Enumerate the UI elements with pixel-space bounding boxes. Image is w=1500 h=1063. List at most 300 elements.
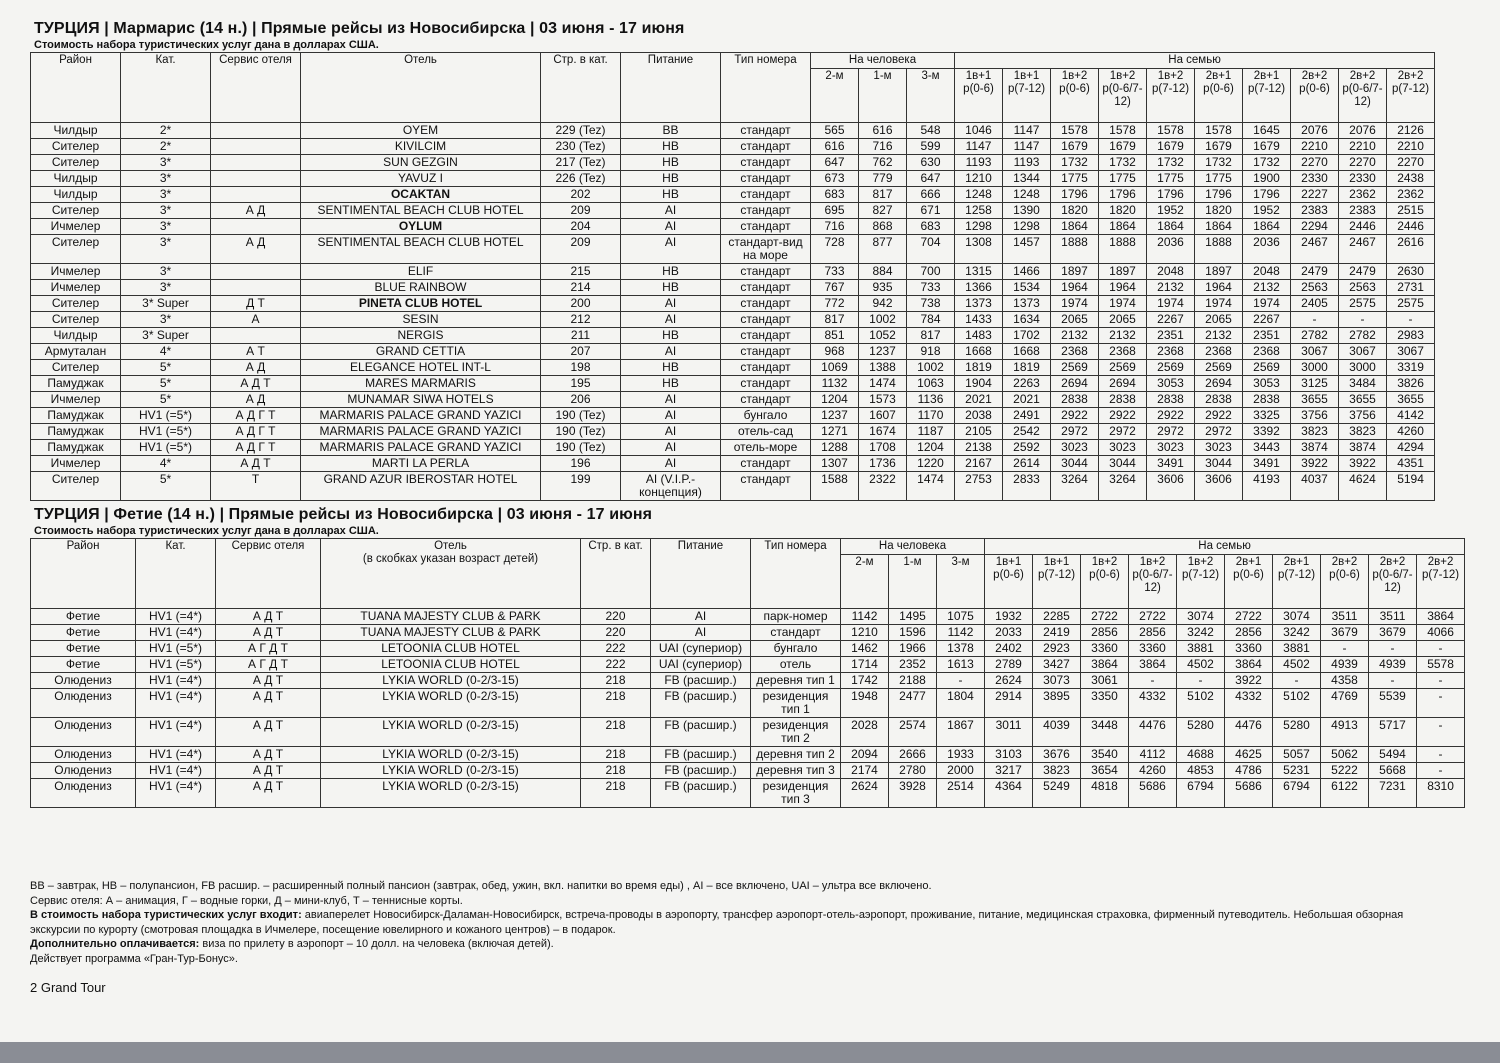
table-row	[31, 779, 1465, 808]
cell-region: Сителер	[31, 139, 121, 155]
cell-service	[211, 171, 301, 187]
table-row	[31, 689, 1465, 718]
cell-price: 3023	[1195, 440, 1243, 456]
cell-price: 1888	[1051, 235, 1099, 264]
cell-service: А Д Т	[216, 779, 321, 808]
cell-price: 3895	[1033, 689, 1081, 718]
cell-price: 733	[907, 280, 955, 296]
cell-region: Фетие	[31, 609, 136, 625]
cell-price: 2368	[1147, 344, 1195, 360]
header-per-person-col: 2-м	[841, 555, 889, 609]
cell-room-type: бунгало	[721, 408, 811, 424]
cell-price: 2402	[985, 641, 1033, 657]
cell-price: 2132	[1099, 328, 1147, 344]
cell-meal: FB (расшир.)	[651, 689, 751, 718]
cell-page: 212	[541, 312, 621, 328]
cell-price: 4502	[1273, 657, 1321, 673]
cell-price: 968	[811, 344, 859, 360]
cell-category: HV1 (=4*)	[136, 673, 216, 689]
cell-price: 1390	[1003, 203, 1051, 219]
header-family-col: 1в+1 р(0-6)	[985, 555, 1033, 609]
cell-price: 1534	[1003, 280, 1051, 296]
cell-price: 3606	[1147, 472, 1195, 501]
cell-price: 1679	[1195, 139, 1243, 155]
cell-price: 4853	[1177, 763, 1225, 779]
table-row	[31, 609, 1465, 625]
cell-price: 3067	[1339, 344, 1387, 360]
cell-price: 4332	[1129, 689, 1177, 718]
cell-price: 2923	[1033, 641, 1081, 657]
cell-hotel: GRAND AZUR IBEROSTAR HOTEL	[301, 472, 541, 501]
cell-price: 716	[811, 219, 859, 235]
cell-room-type: стандарт	[721, 456, 811, 472]
cell-price: 1136	[907, 392, 955, 408]
cell-price: 1864	[1147, 219, 1195, 235]
cell-price: 4351	[1387, 456, 1435, 472]
cell-price: 3023	[1051, 440, 1099, 456]
cell-price: -	[1273, 673, 1321, 689]
cell-service: А Г Д Т	[216, 657, 321, 673]
cell-price: 2514	[937, 779, 985, 808]
cell-price: 1288	[811, 440, 859, 456]
cell-price: 3679	[1369, 625, 1417, 641]
cell-price: 1732	[1051, 155, 1099, 171]
cell-price: 2722	[1081, 609, 1129, 625]
cell-price: 2856	[1225, 625, 1273, 641]
cell-price: 1366	[955, 280, 1003, 296]
cell-price: 630	[907, 155, 955, 171]
cell-price: 3074	[1273, 609, 1321, 625]
cell-region: Памуджак	[31, 440, 121, 456]
cell-category: 3*	[121, 280, 211, 296]
cell-price: 647	[811, 155, 859, 171]
cell-price: 2838	[1243, 392, 1291, 408]
cell-meal: AI	[621, 440, 721, 456]
cell-meal: FB (расшир.)	[651, 673, 751, 689]
cell-room-type: деревня тип 1	[751, 673, 841, 689]
cell-price: 3264	[1051, 472, 1099, 501]
cell-price: 738	[907, 296, 955, 312]
cell-price: 1708	[859, 440, 907, 456]
cell-category: HV1 (=5*)	[121, 408, 211, 424]
cell-price: 3511	[1321, 609, 1369, 625]
includes-note	[30, 908, 1440, 937]
cell-price: 3360	[1129, 641, 1177, 657]
header-service: Сервис отеля	[211, 53, 301, 123]
cell-price: 2922	[1099, 408, 1147, 424]
cell-price: 2383	[1291, 203, 1339, 219]
cell-price: 1864	[1243, 219, 1291, 235]
cell-price: 3679	[1321, 625, 1369, 641]
cell-price: 868	[859, 219, 907, 235]
cell-price: 1046	[955, 123, 1003, 139]
cell-price: 2467	[1291, 235, 1339, 264]
cell-category: HV1 (=4*)	[136, 763, 216, 779]
cell-hotel: YAVUZ I	[301, 171, 541, 187]
cell-price: 5222	[1321, 763, 1369, 779]
cell-price: -	[1417, 641, 1465, 657]
extra-text: виза по прилету в аэропорт – 10 долл. на человека (включая детей).	[199, 938, 554, 950]
cell-price: 671	[907, 203, 955, 219]
includes-text: авиаперелет Новосибирск-Даламан-Новосибирск, встреча-проводы в аэропорту, трансфер аэропорт-отель-аэропорт, проживание, питание, медицинская страховка, фирменный путеводитель. Небольшая обзорная экскурсии по курорту (смотровая площадка в Ичмелере, посещение ювелирного и кожаного центров) – в подарок.	[30, 909, 1404, 936]
table-row	[31, 747, 1465, 763]
cell-category: HV1 (=5*)	[136, 641, 216, 657]
cell-category: 3*	[121, 155, 211, 171]
cell-price: 1864	[1099, 219, 1147, 235]
cell-service	[211, 328, 301, 344]
cell-region: Памуджак	[31, 408, 121, 424]
cell-price: 2263	[1003, 376, 1051, 392]
cell-price: 2419	[1033, 625, 1081, 641]
cell-price: 2922	[1195, 408, 1243, 424]
cell-region: Армуталан	[31, 344, 121, 360]
cell-price: 3067	[1291, 344, 1339, 360]
cell-price: 1193	[1003, 155, 1051, 171]
cell-price: 2368	[1099, 344, 1147, 360]
cell-price: -	[1417, 763, 1465, 779]
cell-room-type: стандарт	[721, 171, 811, 187]
cell-price: 2362	[1339, 187, 1387, 203]
cell-price: 2028	[841, 718, 889, 747]
cell-price: 2922	[1147, 408, 1195, 424]
cell-price: 3264	[1099, 472, 1147, 501]
cell-price: 1668	[955, 344, 1003, 360]
cell-price: 1069	[811, 360, 859, 376]
cell-price: 3655	[1387, 392, 1435, 408]
cell-hotel: LETOONIA CLUB HOTEL	[321, 657, 581, 673]
cell-price: 3756	[1339, 408, 1387, 424]
cell-price: 1298	[955, 219, 1003, 235]
cell-service: А Д Т	[216, 609, 321, 625]
cell-hotel: ELIF	[301, 264, 541, 280]
cell-room-type: стандарт	[721, 472, 811, 501]
cell-price: 1933	[937, 747, 985, 763]
table-row	[31, 673, 1465, 689]
cell-price: 2210	[1339, 139, 1387, 155]
cell-price: -	[1417, 689, 1465, 718]
header-per-family: На семью	[985, 539, 1465, 555]
cell-price: 3000	[1339, 360, 1387, 376]
cell-price: 3864	[1081, 657, 1129, 673]
cell-price: 2126	[1387, 123, 1435, 139]
cell-price: -	[1321, 641, 1369, 657]
cell-region: Ичмелер	[31, 219, 121, 235]
cell-price: 4142	[1387, 408, 1435, 424]
cell-room-type: резиденция тип 3	[751, 779, 841, 808]
cell-hotel: OCAKTAN	[301, 187, 541, 203]
header-service: Сервис отеля	[216, 539, 321, 609]
cell-region: Чилдыр	[31, 328, 121, 344]
header-meal: Питание	[621, 53, 721, 123]
cell-price: 942	[859, 296, 907, 312]
cell-price: 2065	[1099, 312, 1147, 328]
cell-price: 4294	[1387, 440, 1435, 456]
cell-price: 1888	[1099, 235, 1147, 264]
cell-service	[211, 123, 301, 139]
cell-price: 1132	[811, 376, 859, 392]
cell-category: HV1 (=4*)	[136, 718, 216, 747]
cell-price: 1966	[889, 641, 937, 657]
cell-price: 935	[859, 280, 907, 296]
header-family-col: 2в+2 р(7-12)	[1387, 69, 1435, 123]
cell-price: 8310	[1417, 779, 1465, 808]
cell-price: -	[1369, 641, 1417, 657]
cell-price: 817	[859, 187, 907, 203]
cell-hotel: MUNAMAR SIWA HOTELS	[301, 392, 541, 408]
cell-service: А	[211, 312, 301, 328]
cell-room-type: парк-номер	[751, 609, 841, 625]
cell-price: 3655	[1291, 392, 1339, 408]
cell-price: 3823	[1291, 424, 1339, 440]
cell-price: 772	[811, 296, 859, 312]
cell-price: 1702	[1003, 328, 1051, 344]
cell-price: 5057	[1273, 747, 1321, 763]
cell-price: 2542	[1003, 424, 1051, 440]
cell-page: 214	[541, 280, 621, 296]
table-row	[31, 312, 1435, 328]
cell-price: 2983	[1387, 328, 1435, 344]
cell-price: 4476	[1129, 718, 1177, 747]
cell-room-type: стандарт	[721, 280, 811, 296]
table-row	[31, 641, 1465, 657]
cell-service: А Д Т	[216, 689, 321, 718]
cell-price: 5494	[1369, 747, 1417, 763]
cell-price: 1474	[907, 472, 955, 501]
cell-category: 5*	[121, 392, 211, 408]
cell-price: 2368	[1243, 344, 1291, 360]
cell-hotel: LYKIA WORLD (0-2/3-15)	[321, 747, 581, 763]
cell-page: 218	[581, 718, 651, 747]
cell-price: 2569	[1051, 360, 1099, 376]
cell-price: 2838	[1195, 392, 1243, 408]
header-family-col: 2в+2 р(0-6)	[1291, 69, 1339, 123]
cell-page: 207	[541, 344, 621, 360]
cell-price: 4624	[1339, 472, 1387, 501]
cell-price: 1732	[1243, 155, 1291, 171]
cell-price: 683	[811, 187, 859, 203]
table-row	[31, 408, 1435, 424]
cell-price: 3922	[1291, 456, 1339, 472]
cell-meal: HB	[621, 264, 721, 280]
cell-price: 2972	[1051, 424, 1099, 440]
cell-price: 3443	[1243, 440, 1291, 456]
cell-page: 199	[541, 472, 621, 501]
cell-hotel: MARMARIS PALACE GRAND YAZICI	[301, 408, 541, 424]
cell-room-type: резиденция тип 1	[751, 689, 841, 718]
cell-price: 2569	[1147, 360, 1195, 376]
header-family-col: 2в+2 р(0-6/7-12)	[1339, 69, 1387, 123]
cell-region: Чилдыр	[31, 123, 121, 139]
cell-price: 683	[907, 219, 955, 235]
cell-page: 226 (Tez)	[541, 171, 621, 187]
cell-price: 2351	[1147, 328, 1195, 344]
cell-room-type: стандарт	[721, 344, 811, 360]
cell-price: 2270	[1339, 155, 1387, 171]
cell-price: 2065	[1195, 312, 1243, 328]
cell-price: 1002	[859, 312, 907, 328]
cell-price: 1904	[955, 376, 1003, 392]
cell-price: 3881	[1273, 641, 1321, 657]
header-family-col: 1в+2 р(0-6)	[1051, 69, 1099, 123]
cell-price: 2722	[1225, 609, 1273, 625]
table-row	[31, 219, 1435, 235]
cell-hotel: OYEM	[301, 123, 541, 139]
cell-hotel: LETOONIA CLUB HOTEL	[321, 641, 581, 657]
cell-page: 204	[541, 219, 621, 235]
header-family-col: 1в+2 р(7-12)	[1147, 69, 1195, 123]
cell-price: 2569	[1243, 360, 1291, 376]
cell-price: 1002	[907, 360, 955, 376]
cell-price: 3922	[1225, 673, 1273, 689]
cell-price: 3448	[1081, 718, 1129, 747]
cell-price: 4364	[985, 779, 1033, 808]
table-row	[31, 718, 1465, 747]
cell-price: 2210	[1291, 139, 1339, 155]
cell-price: 2167	[955, 456, 1003, 472]
cell-category: 4*	[121, 344, 211, 360]
cell-meal: AI	[621, 408, 721, 424]
cell-hotel: LYKIA WORLD (0-2/3-15)	[321, 763, 581, 779]
cell-category: 5*	[121, 472, 211, 501]
cell-price: 3325	[1243, 408, 1291, 424]
cell-price: 5668	[1369, 763, 1417, 779]
cell-category: HV1 (=4*)	[136, 779, 216, 808]
cell-category: 4*	[121, 456, 211, 472]
cell-meal: HB	[621, 280, 721, 296]
cell-price: 2174	[841, 763, 889, 779]
marmaris-title: ТУРЦИЯ | Мармарис (14 н.) | Прямые рейсы из Новосибирска | 03 июня - 17 июня	[34, 20, 685, 37]
cell-room-type: стандарт	[721, 264, 811, 280]
cell-price: 1974	[1195, 296, 1243, 312]
cell-service: А Д Т	[216, 763, 321, 779]
header-family-col: 1в+2 р(7-12)	[1177, 555, 1225, 609]
cell-hotel: MARMARIS PALACE GRAND YAZICI	[301, 424, 541, 440]
cell-price: 1596	[889, 625, 937, 641]
cell-service: А Д Т	[216, 673, 321, 689]
header-per-family: На семью	[955, 53, 1435, 69]
cell-category: HV1 (=5*)	[121, 440, 211, 456]
cell-price: 1775	[1051, 171, 1099, 187]
header-category: Кат.	[136, 539, 216, 609]
cell-price: 3484	[1339, 376, 1387, 392]
cell-room-type: стандарт	[721, 203, 811, 219]
cell-meal: AI	[621, 344, 721, 360]
cell-price: 4112	[1129, 747, 1177, 763]
cell-room-type: отель-сад	[721, 424, 811, 440]
cell-price: 1433	[955, 312, 1003, 328]
cell-price: 2569	[1099, 360, 1147, 376]
cell-room-type: стандарт	[721, 328, 811, 344]
header-family-col: 1в+2 р(0-6/7-12)	[1129, 555, 1177, 609]
cell-price: 5686	[1225, 779, 1273, 808]
cell-price: 4037	[1291, 472, 1339, 501]
cell-price: -	[1129, 673, 1177, 689]
cell-hotel: ELEGANCE HOTEL INT-L	[301, 360, 541, 376]
cell-page: 209	[541, 235, 621, 264]
header-family-col: 1в+1 р(0-6)	[955, 69, 1003, 123]
cell-category: 3*	[121, 312, 211, 328]
cell-service	[211, 139, 301, 155]
cell-price: 2856	[1129, 625, 1177, 641]
cell-price: 1888	[1195, 235, 1243, 264]
cell-page: 230 (Tez)	[541, 139, 621, 155]
cell-price: 6794	[1273, 779, 1321, 808]
cell-price: 3491	[1243, 456, 1291, 472]
cell-region: Фетие	[31, 657, 136, 673]
cell-meal: HB	[621, 360, 721, 376]
header-region: Район	[31, 53, 121, 123]
cell-price: 5280	[1273, 718, 1321, 747]
header-hotel	[301, 53, 541, 123]
cell-page: 220	[581, 609, 651, 625]
cell-page: 202	[541, 187, 621, 203]
cell-price: 2368	[1051, 344, 1099, 360]
cell-price: 1388	[859, 360, 907, 376]
page-number: 2 Grand Tour	[30, 980, 106, 995]
cell-price: 1775	[1195, 171, 1243, 187]
cell-price: 1634	[1003, 312, 1051, 328]
cell-price: 2694	[1051, 376, 1099, 392]
cell-meal: AI	[621, 219, 721, 235]
cell-price: 3044	[1051, 456, 1099, 472]
cell-price: 666	[907, 187, 955, 203]
header-hotel-label: Отель	[434, 540, 467, 552]
header-family-col: 2в+2 р(7-12)	[1417, 555, 1465, 609]
cell-price: 2574	[889, 718, 937, 747]
cell-price: 2038	[955, 408, 1003, 424]
table-row	[31, 123, 1435, 139]
cell-region: Ичмелер	[31, 280, 121, 296]
cell-price: 2351	[1243, 328, 1291, 344]
table-row	[31, 264, 1435, 280]
cell-hotel: SUN GEZGIN	[301, 155, 541, 171]
cell-region: Сителер	[31, 203, 121, 219]
cell-page: 218	[581, 689, 651, 718]
cell-price: 884	[859, 264, 907, 280]
cell-category: HV1 (=4*)	[136, 609, 216, 625]
cell-price: 1142	[937, 625, 985, 641]
cell-price: 3360	[1081, 641, 1129, 657]
cell-price: 2105	[955, 424, 1003, 440]
cell-price: 2666	[889, 747, 937, 763]
table-row	[31, 392, 1435, 408]
marmaris-subtitle: Стоимость набора туристических услуг дана в долларах США.	[34, 39, 379, 51]
cell-price: 1952	[1147, 203, 1195, 219]
cell-price: 1373	[955, 296, 1003, 312]
cell-price: 3023	[1147, 440, 1195, 456]
cell-price: 2624	[985, 673, 1033, 689]
header-per-person-col: 1-м	[889, 555, 937, 609]
cell-page: 218	[581, 673, 651, 689]
cell-price: 1220	[907, 456, 955, 472]
header-hotel-note: (в скобках указан возраст детей)	[362, 553, 539, 565]
cell-price: 1315	[955, 264, 1003, 280]
cell-price: 673	[811, 171, 859, 187]
cell-category: 5*	[121, 360, 211, 376]
cell-hotel: KIVILCIM	[301, 139, 541, 155]
cell-price: 2592	[1003, 440, 1051, 456]
cell-price: 1204	[907, 440, 955, 456]
cell-meal: FB (расшир.)	[651, 763, 751, 779]
fethiye-section	[30, 506, 1465, 808]
cell-service	[211, 219, 301, 235]
cell-page: 217 (Tez)	[541, 155, 621, 171]
cell-room-type: стандарт	[721, 155, 811, 171]
cell-room-type: отель	[751, 657, 841, 673]
cell-price: 4625	[1225, 747, 1273, 763]
table-row	[31, 155, 1435, 171]
cell-price: 2972	[1147, 424, 1195, 440]
